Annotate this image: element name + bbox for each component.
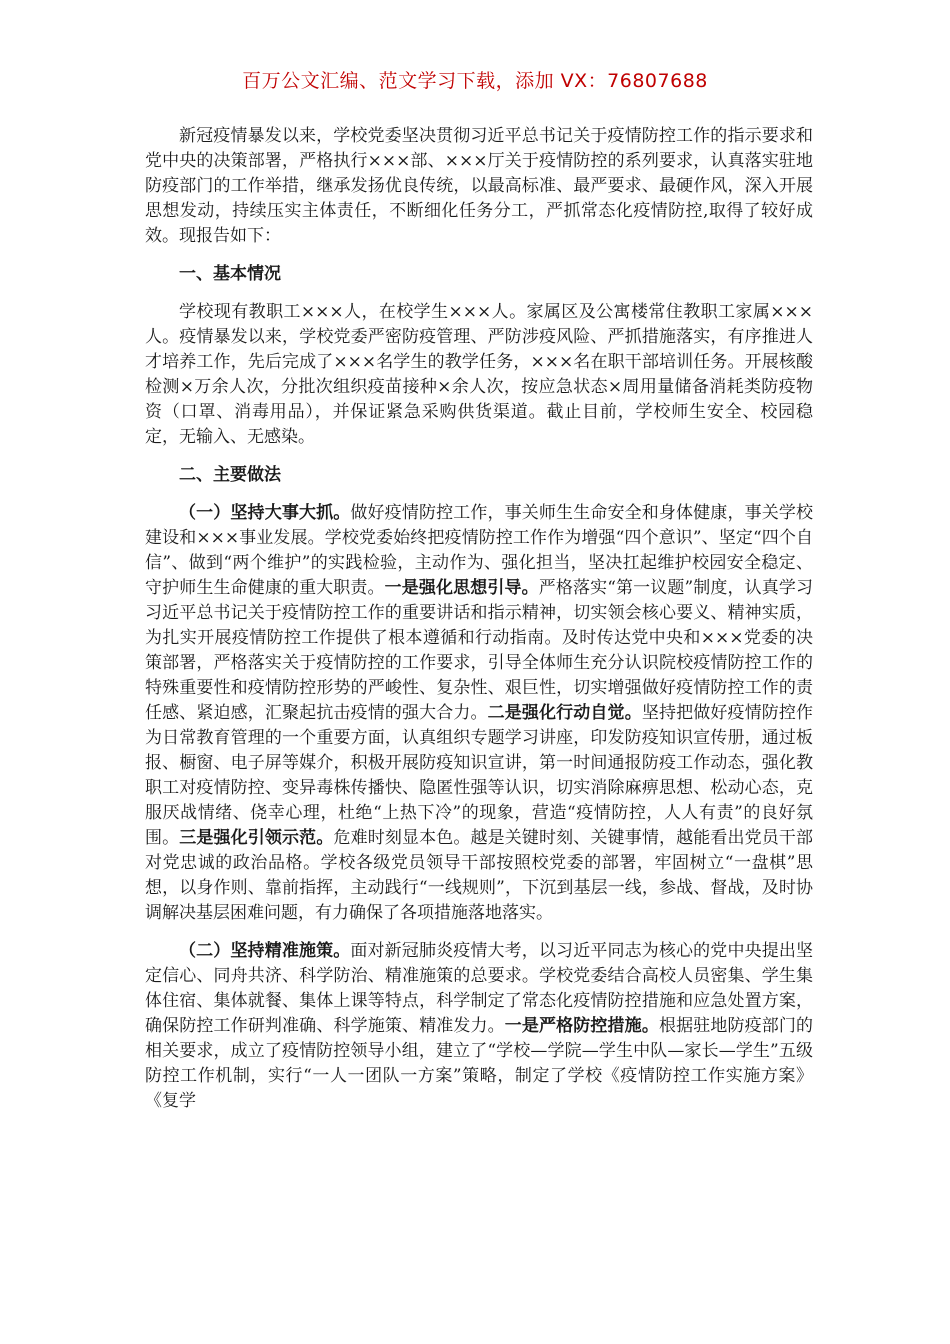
practice-2-title: （二）坚持精准施策。 (179, 941, 351, 961)
practice-1-text-3: 坚持把做好疫情防控作为日常教育管理的一个重要方面，认真组织专题学习讲座，印发防疫知识宣传册，通过板报、橱窗、电子屏等媒介，积极开展防疫知识宣讲，第一时间通报防疫工作动态，强化教职工对疫情防控、变异毒株传播快、隐匿性强等认识，切实消除麻痹思想、松动心态，克服厌战情绪、侥幸心理，杜绝“上热下冷”的现象，营造“疫情防控，人人有责”的良好氛围。 (145, 703, 814, 848)
practice-1-lead-2: 二是强化行动自觉。 (487, 703, 642, 723)
practice-1-text-4: 危难时刻显本色。越是关键时刻、关键事情，越能看出党员干部对党忠诚的政治品格。学校各级党员领导干部按照校党委的部署，牢固树立“一盘棋”思想，以身作则、靠前指挥，主动践行“一线规则”，下沉到基层一线，参战、督战，及时协调解决基层困难问题，有力确保了各项措施落地落实。 (145, 828, 814, 923)
practice-1-title: （一）坚持大事大抓。 (179, 503, 351, 523)
document-body (145, 124, 813, 1114)
practice-2-lead-1: 一是严格防控措施。 (504, 1016, 659, 1036)
header-banner: 百万公文汇编、范文学习下载，添加 VX：76807688 (242, 70, 708, 92)
practice-paragraph-1 (145, 501, 813, 926)
practice-paragraph-2 (145, 939, 813, 1114)
practice-1-text-2: 严格落实“第一议题”制度，认真学习习近平总书记关于疫情防控工作的重要讲话和指示精神，切实领会核心要义、精神实质，为扎实开展疫情防控工作提供了根本遵循和行动指南。及时传达党中央和×××党委的决策部署，严格落实关于疫情防控的工作要求，引导全体师生充分认识院校疫情防控工作的特殊重要性和疫情防控形势的严峻性、复杂性、艰巨性，切实增强做好疫情防控工作的责任感、紧迫感，汇聚起抗击疫情的强大合力。 (145, 578, 814, 723)
practice-1-text-1: 做好疫情防控工作，事关师生生命安全和身体健康，事关学校建设和×××事业发展。学校党委始终把疫情防控工作作为增强“四个意识”、坚定“四个自信”、做到“两个维护”的实践检验，主动作为、强化担当，坚决扛起维护校园安全稳定、守护师生生命健康的重大职责。 (145, 503, 814, 598)
section-heading-main-practices: 二、主要做法 (179, 465, 281, 485)
section-heading-basic-situation: 一、基本情况 (179, 264, 281, 284)
practice-2-text-2: 根据驻地防疫部门的相关要求，成立了疫情防控领导小组，建立了“学校—学院—学生中队—家长—学生”五级防控工作机制，实行“一人一团队一方案”策略，制定了学校《疫情防控工作实施方案》《复学 (145, 1016, 814, 1111)
practice-1-lead-3: 三是强化引领示范。 (179, 828, 334, 848)
practice-2-text-1: 面对新冠肺炎疫情大考，以习近平同志为核心的党中央提出坚定信心、同舟共济、科学防治、精准施策的总要求。学校党委结合高校人员密集、学生集体住宿、集体就餐、集体上课等特点，科学制定了常态化疫情防控措施和应急处置方案，确保防控工作研判准确、科学施策、精准发力。 (145, 941, 814, 1036)
basic-situation-paragraph: 学校现有教职工×××人，在校学生×××人。家属区及公寓楼常住教职工家属×××人。疫情暴发以来，学校党委严密防疫管理、严防涉疫风险、严抓措施落实，有序推进人才培养工作，先后完成了×××名学生的教学任务，×××名在职干部培训任务。开展核酸检测×万余人次，分批次组织疫苗接种×余人次，按应急状态×周用量储备消耗类防疫物资（口罩、消毒用品），并保证紧急采购供货渠道。截止目前，学校师生安全、校园稳定，无输入、无感染。 (145, 302, 813, 447)
practice-1-lead-1: 一是强化思想引导。 (384, 578, 539, 598)
intro-paragraph: 新冠疫情暴发以来，学校党委坚决贯彻习近平总书记关于疫情防控工作的指示要求和党中央的决策部署，严格执行×××部、×××厅关于疫情防控的系列要求，认真落实驻地防疫部门的工作举措，继承发扬优良传统，以最高标准、最严要求、最硬作风，深入开展思想发动，持续压实主体责任，不断细化任务分工，严抓常态化疫情防控,取得了较好成效。现报告如下： (145, 126, 813, 246)
